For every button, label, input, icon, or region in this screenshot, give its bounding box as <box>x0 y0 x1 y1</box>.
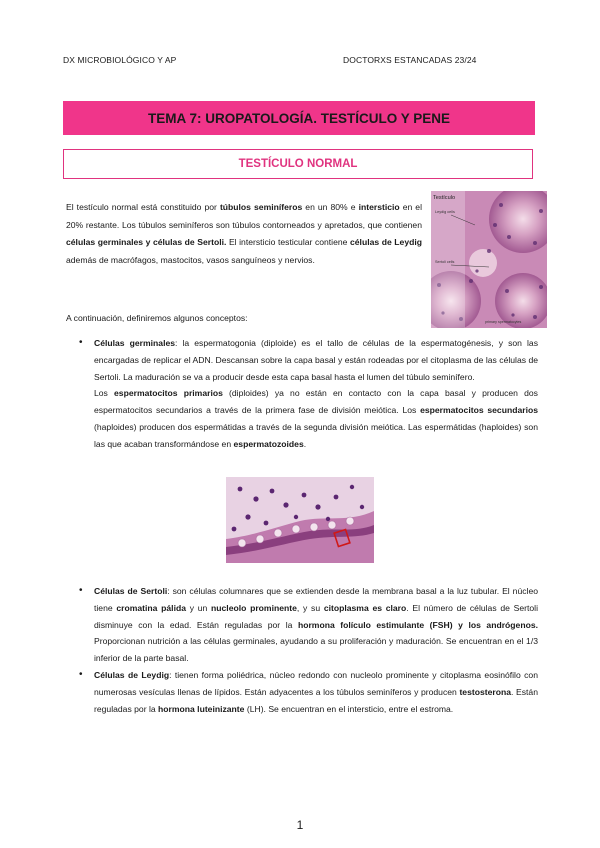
spermatocytes-paragraph: Los espermatocitos primarios (diploides) ya no están en contacto con la capa basal y producen dos espermatocitos secundarios a través de la primera fase de división meiótica. Los espermatocitos secundarios (haploides) producen dos espermátidas a través de la segunda división meiótica. Las espermátidas (haploides) son las que acaban transformándose en espermatozoides. <box>94 388 538 449</box>
figure-label-sertoli: Sertoli cells <box>435 260 455 264</box>
list-item-germinal: • Células germinales: la espermatogonia (diploide) es el tallo de células de la espermatogénesis, y son las encargadas de replicar el ADN. Descansan sobre la capa basal y están rodeadas por el citoplasma de las células de Sertoli. La maduración se va a producir desde esta capa basal hasta el lumen del túbulo seminífero. <box>79 337 538 382</box>
figure-label-spermatocytes: primary spermatocytes <box>485 320 522 324</box>
germinal-cells-section <box>79 335 538 453</box>
intro-paragraph: El testículo normal está constituido por túbulos seminíferos en un 80% e intersticio en el 20% restante. Los túbulos seminíferos son túbulos contorneados y apretados, que contienen células germinales y células de Sertoli. El intersticio testicular contiene células de Leydig además de macrófagos, mastocitos, vasos sanguíneos y nervios. <box>66 202 422 265</box>
histology-image-testis <box>431 191 547 328</box>
header-right: DOCTORXS ESTANCADAS 23/24 <box>343 55 477 65</box>
header-left: DX MICROBIOLÓGICO Y AP <box>63 55 177 65</box>
list-item-leydig: • Células de Leydig: tienen forma poliédrica, núcleo redondo con nucleolo prominente y citoplasma eosinófilo con numerosas vesículas llenas de lípidos. Están adyacentes a los túbulos seminíferos y producen testosterona. Están reguladas por la hormona luteinizante (LH). Se encuentran en el intersticio, entre el estroma. <box>79 668 538 714</box>
list-item-sertoli: • Células de Sertoli: son células columnares que se extienden desde la membrana basal a la luz tubular. El núcleo tiene cromatina pálida y un nucleolo prominente, y su citoplasma es claro. El número de células de Sertoli disminuye con la edad. Están reguladas por la hormona folículo estimulante (FSH) y los andrógenos. Proporcionan nutrición a las células germinales, ayudando a su proliferación y maduración. Se encuentran en el 1/3 inferior de la parte basal. <box>79 585 539 664</box>
section-title: TESTÍCULO NORMAL <box>238 158 358 170</box>
figure-label-leydig: Leydig cells <box>435 210 455 214</box>
bullet-icon: • <box>79 668 83 680</box>
concepts-intro: A continuación, definiremos algunos conceptos: <box>66 313 248 323</box>
bullet-icon: • <box>79 337 83 348</box>
sertoli-leydig-section <box>79 583 539 717</box>
bullet-icon: • <box>79 585 83 596</box>
histology-image-seminiferous-tubule <box>226 477 374 563</box>
title-banner <box>63 101 535 135</box>
figure-label-testis: Testículo <box>433 195 456 201</box>
page-number: 1 <box>296 818 304 832</box>
page-title: TEMA 7: UROPATOLOGÍA. TESTÍCULO Y PENE <box>147 110 451 126</box>
section-title-box <box>63 149 533 179</box>
